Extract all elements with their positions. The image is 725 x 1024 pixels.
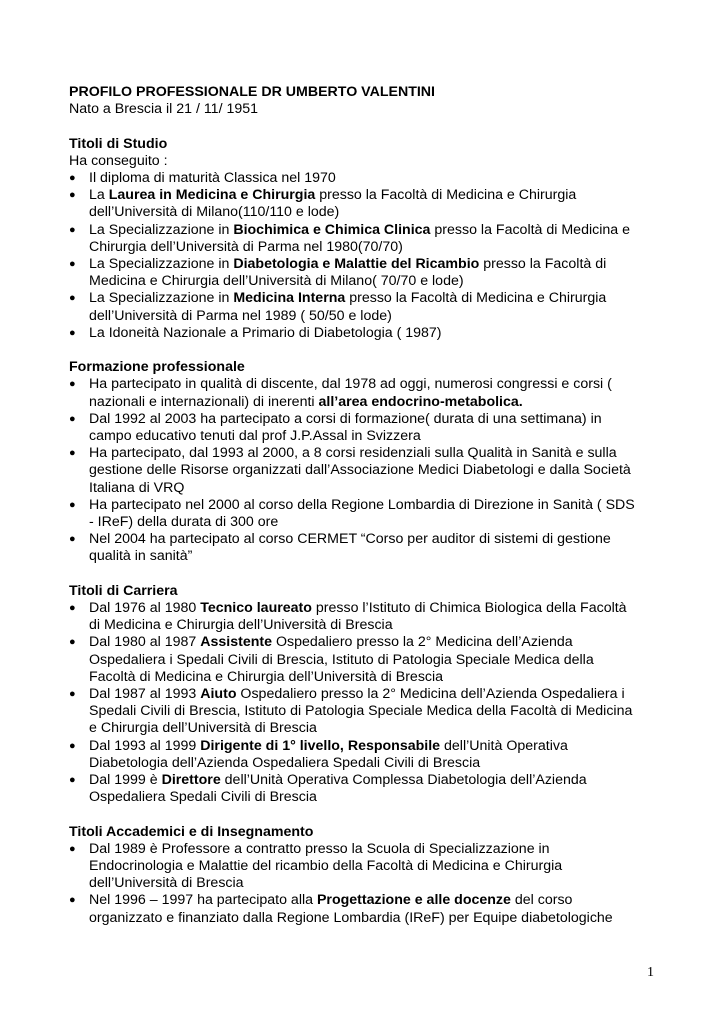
bullet-icon: ● xyxy=(69,533,76,546)
list-item-line xyxy=(89,703,659,720)
list-item-line xyxy=(89,669,659,686)
text-run: presso la Facoltà di Medicina e Chirurgia xyxy=(345,290,607,307)
bullet-icon: ● xyxy=(69,326,76,339)
text-run: Dal 1993 al 1999 xyxy=(89,737,201,754)
text-run: Chirurgia dell’Università di Parma nel 1980(70/70) xyxy=(89,238,403,255)
text-run: Italiana di VRQ xyxy=(89,479,185,496)
list-item-line xyxy=(89,187,659,204)
list-item-line xyxy=(89,755,659,772)
text-run: presso la Facoltà di xyxy=(479,256,607,273)
bold-text: Assistente xyxy=(200,634,272,651)
bullet-icon: ● xyxy=(69,498,76,511)
bullet-icon: ● xyxy=(69,739,76,752)
bullet-icon: ● xyxy=(69,774,76,787)
list-item-line xyxy=(89,256,659,273)
list-item xyxy=(69,841,659,893)
bullet-icon: ● xyxy=(69,292,76,305)
list-item xyxy=(69,634,659,686)
list-item-line xyxy=(89,376,659,393)
text-run: di Medicina e Chirurgia dell’Università di Brescia xyxy=(89,617,393,634)
list-item-line xyxy=(89,617,659,634)
text-run: dell’Unità Operativa xyxy=(440,737,568,754)
text-run: Facoltà di Medicina e Chirurgia dell’Università di Brescia xyxy=(89,668,444,685)
text-run: Ha partecipato, dal 1993 al 2000, a 8 corsi residenziali sulla Qualità in Sanità e sulla xyxy=(89,445,617,462)
text-run: presso la Facoltà di Medicina e Chirurgia xyxy=(315,187,577,204)
section-heading-accademici: Titoli Accademici e di Insegnamento xyxy=(69,823,314,840)
bold-text: Aiuto xyxy=(200,686,237,703)
list-item-line xyxy=(89,462,659,479)
list-item xyxy=(69,531,659,565)
text-run: Nel 1996 – 1997 ha partecipato alla xyxy=(89,892,317,909)
list-item-line xyxy=(89,480,659,497)
text-run: La Idoneità Nazionale a Primario di Diabetologia ( 1987) xyxy=(89,324,442,341)
text-run: Medicina e Chirurgia dell’Università di Milano( 70/70 e lode) xyxy=(89,273,464,290)
text-run: del corso xyxy=(510,892,573,909)
text-run: qualità in sanità” xyxy=(89,548,193,565)
section-heading-titoli-studio: Titoli di Studio xyxy=(69,135,168,152)
section-heading-carriera: Titoli di Carriera xyxy=(69,582,178,599)
birth-info: Nato a Brescia il 21 / 11/ 1951 xyxy=(69,101,259,118)
text-run: campo educativo tenuti dal prof J.P.Assal in Svizzera xyxy=(89,428,421,445)
list-item xyxy=(69,411,659,445)
list-item-line xyxy=(89,772,659,789)
list-item xyxy=(69,686,659,738)
text-run: Ospedaliero presso la 2° Medicina dell’Azienda Ospedaliera i xyxy=(236,686,625,703)
text-run: Nel 2004 ha partecipato al corso CERMET “Corso per auditor di sistemi di gestione xyxy=(89,531,611,548)
list-item xyxy=(69,445,659,497)
text-run: Dal 1989 è Professore a contratto presso la Scuola di Specializzazione in xyxy=(89,840,550,857)
text-run: presso la Facoltà di Medicina e xyxy=(430,221,630,238)
bullet-icon: ● xyxy=(69,602,76,615)
list-item xyxy=(69,325,659,342)
list-item-line xyxy=(89,514,659,531)
bold-text: Tecnico laureato xyxy=(200,600,312,617)
bold-text: Progettazione e alle docenze xyxy=(316,892,511,909)
text-run: Dal 1999 è xyxy=(89,772,162,789)
text-run: organizzato e finanziato dalla Regione Lombardia (IReF) per Equipe diabetologiche xyxy=(89,909,613,926)
bold-text: Medicina Interna xyxy=(233,290,346,307)
list-item xyxy=(69,376,659,410)
list-item xyxy=(69,222,659,256)
list-item-line xyxy=(89,634,659,651)
text-run: - IReF) della durata di 300 ore xyxy=(89,514,279,531)
list-item-line xyxy=(89,548,659,565)
list-item-line xyxy=(89,841,659,858)
list-item-line xyxy=(89,273,659,290)
list-item-line xyxy=(89,411,659,428)
list-item xyxy=(69,187,659,221)
text-run: nazionali e internazionali) di inerenti xyxy=(89,393,319,410)
list-item xyxy=(69,256,659,290)
text-run: gestione delle Risorse organizzati dall’Associazione Medici Diabetologi e dalla Società xyxy=(89,462,631,479)
accademici-list xyxy=(69,841,659,927)
document-content xyxy=(69,84,659,927)
list-item-line xyxy=(89,394,659,411)
page-number: 1 xyxy=(647,965,654,980)
bullet-icon: ● xyxy=(69,688,76,701)
list-item-line xyxy=(89,652,659,669)
list-item-line xyxy=(89,600,659,617)
bullet-icon: ● xyxy=(69,447,76,460)
titoli-studio-intro: Ha conseguito : xyxy=(69,152,168,169)
text-run: Diabetologia dell’Azienda Ospedaliera Spedali Civili di Brescia xyxy=(89,754,481,771)
text-run: Dal 1976 al 1980 xyxy=(89,600,201,617)
text-run: dell’Università di Parma nel 1989 ( 50/50 e lode) xyxy=(89,307,392,324)
bold-text: Laurea in Medicina e Chirurgia xyxy=(108,187,316,204)
list-item-line xyxy=(89,204,659,221)
bullet-icon: ● xyxy=(69,894,76,907)
bold-text: Diabetologia e Malattie del Ricambio xyxy=(233,256,480,273)
list-item xyxy=(69,738,659,772)
text-run: e Chirurgia dell’Università di Brescia xyxy=(89,720,317,737)
section-heading-formazione: Formazione professionale xyxy=(69,359,245,376)
text-run: presso l’Istituto di Chimica Biologica della Facoltà xyxy=(311,600,627,617)
list-item xyxy=(69,170,659,187)
text-run: Dal 1992 al 2003 ha partecipato a corsi di formazione( durata di una settimana) in xyxy=(89,410,602,427)
text-run: Ha partecipato nel 2000 al corso della Regione Lombardia di Direzione in Sanità ( SDS xyxy=(89,496,635,513)
text-run: Ospedaliera i Spedali Civili di Brescia, Istituto di Patologia Speciale Medica della xyxy=(89,651,594,668)
list-item xyxy=(69,600,659,634)
bullet-icon: ● xyxy=(69,636,76,649)
list-item-line xyxy=(89,531,659,548)
bullet-icon: ● xyxy=(69,258,76,271)
list-item xyxy=(69,892,659,926)
text-run: Dal 1980 al 1987 xyxy=(89,634,201,651)
list-item-line xyxy=(89,892,659,909)
list-item-line xyxy=(89,789,659,806)
formazione-list xyxy=(69,376,659,565)
text-run: dell’Unità Operativa Complessa Diabetologia dell’Azienda xyxy=(220,772,587,789)
bold-text: Direttore xyxy=(161,772,221,789)
list-item-line xyxy=(89,875,659,892)
list-item-line xyxy=(89,720,659,737)
text-run: Ospedaliera Spedali Civili di Brescia xyxy=(89,789,317,806)
list-item-line xyxy=(89,290,659,307)
text-run: dell’Università di Brescia xyxy=(89,875,244,892)
bullet-icon: ● xyxy=(69,172,76,184)
text-run: Il diploma di maturità Classica nel 1970 xyxy=(89,170,336,186)
list-item-line xyxy=(89,170,659,187)
list-item-line xyxy=(89,239,659,256)
list-item-line xyxy=(89,858,659,875)
list-item xyxy=(69,772,659,806)
text-run: dell’Università di Milano(110/110 e lode) xyxy=(89,204,340,221)
text-run: Dal 1987 al 1993 xyxy=(89,686,201,703)
bold-text: Biochimica e Chimica Clinica xyxy=(233,221,431,238)
bold-text: all’area endocrino-metabolica. xyxy=(318,393,523,410)
list-item xyxy=(69,290,659,324)
list-item-line xyxy=(89,222,659,239)
carriera-list xyxy=(69,600,659,806)
text-run: Spedali Civili di Brescia, Istituto di Patologia Speciale Medica della Facoltà di Medicina xyxy=(89,703,633,720)
bullet-icon: ● xyxy=(69,223,76,236)
document-title: PROFILO PROFESSIONALE DR UMBERTO VALENTINI xyxy=(69,84,435,100)
list-item-line xyxy=(89,497,659,514)
list-item-line xyxy=(89,738,659,755)
list-item-line xyxy=(89,445,659,462)
list-item-line xyxy=(89,325,659,342)
bullet-icon: ● xyxy=(69,842,76,855)
text-run: La Specializzazione in xyxy=(89,290,234,307)
list-item-line xyxy=(89,686,659,703)
bold-text: Dirigente di 1° livello, Responsabile xyxy=(200,737,441,754)
text-run: Ospedaliero presso la 2° Medicina dell’Azienda xyxy=(272,634,573,651)
list-item-line xyxy=(89,308,659,325)
bullet-icon: ● xyxy=(69,189,76,202)
text-run: Ha partecipato in qualità di discente, dal 1978 ad oggi, numerosi congressi e corsi ( xyxy=(89,376,612,393)
text-run: La xyxy=(89,187,109,204)
bullet-icon: ● xyxy=(69,378,76,391)
list-item-line xyxy=(89,910,659,927)
titoli-studio-list xyxy=(69,170,659,342)
text-run: Endocrinologia e Malattie del ricambio della Facoltà di Medicina e Chirurgia xyxy=(89,858,563,875)
text-run: La Specializzazione in xyxy=(89,256,234,273)
bullet-icon: ● xyxy=(69,412,76,425)
list-item xyxy=(69,497,659,531)
list-item-line xyxy=(89,428,659,445)
text-run: La Specializzazione in xyxy=(89,221,234,238)
